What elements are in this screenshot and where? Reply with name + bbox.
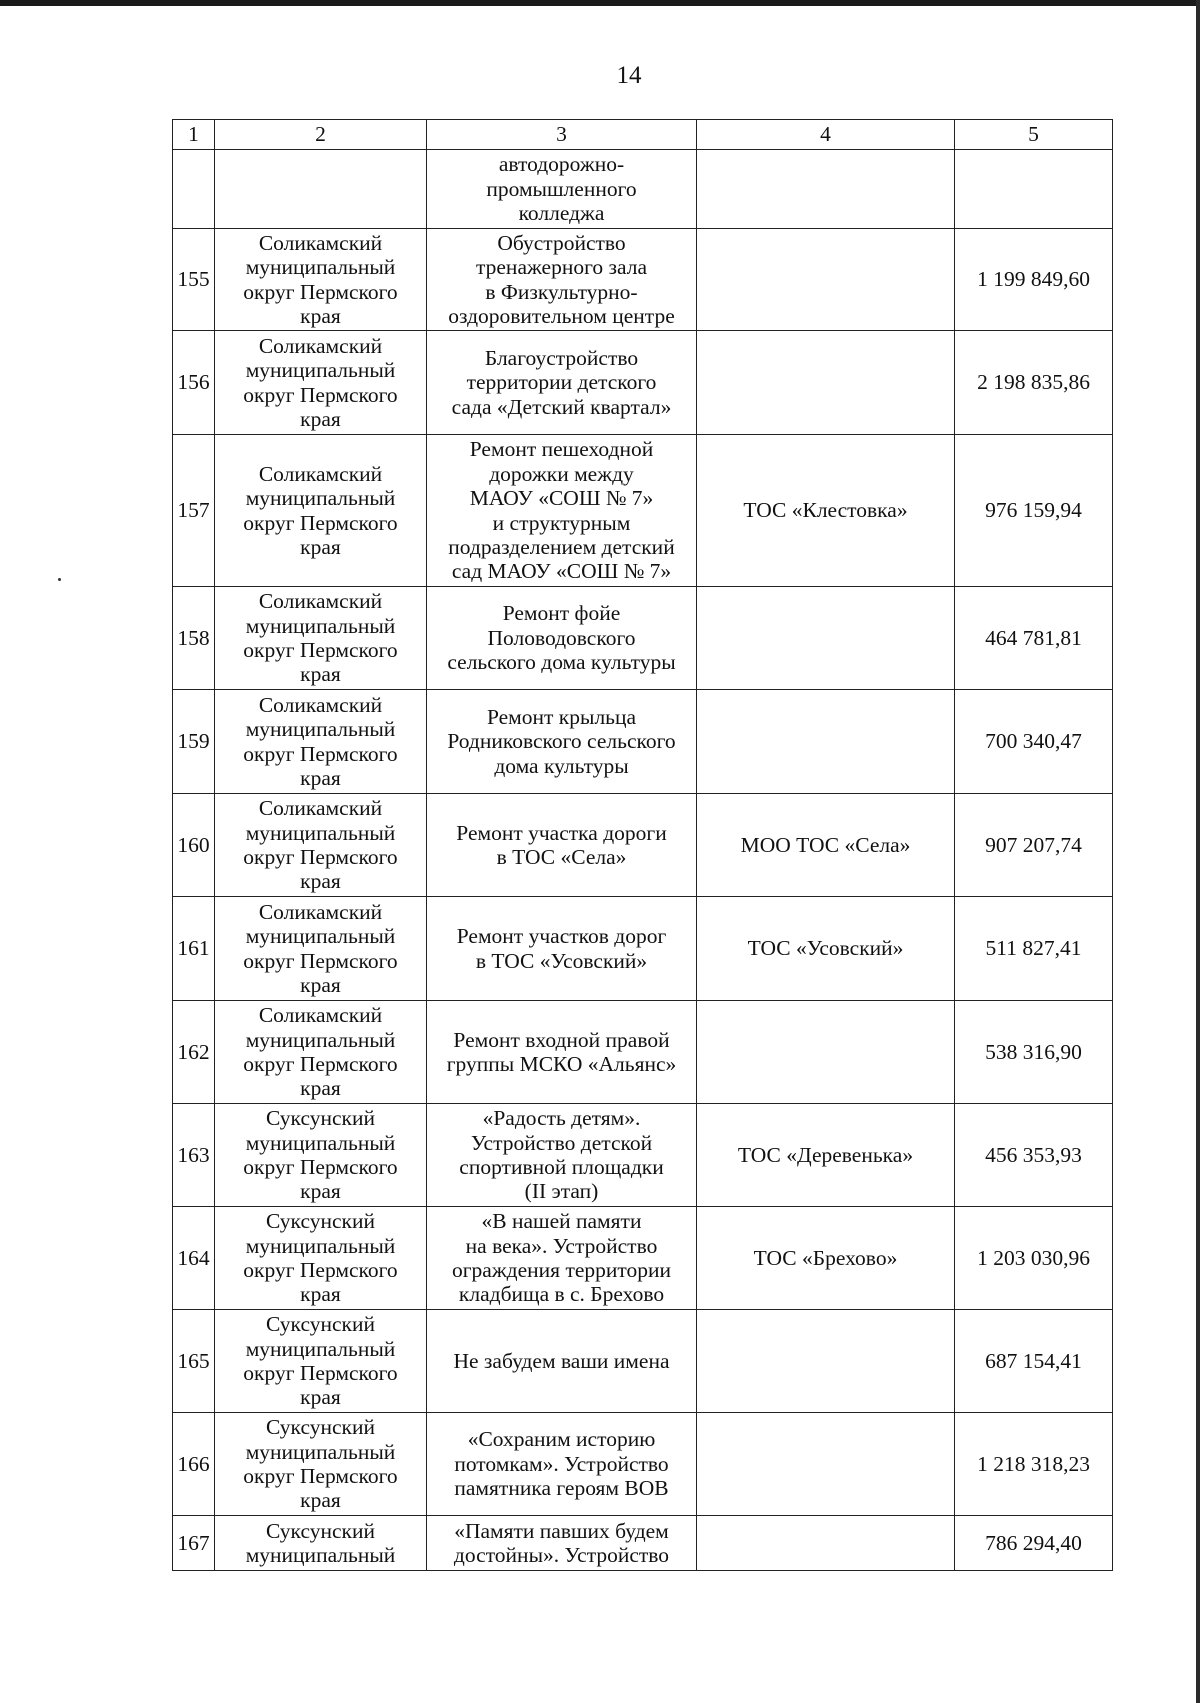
page-number: 14 [616, 62, 642, 89]
column-number-5: 5 [955, 120, 1113, 150]
table-row [173, 150, 1113, 229]
amount-cell: 700 340,47 [955, 690, 1113, 794]
initiator-cell [697, 1001, 955, 1104]
municipality-cell: Соликамский муниципальный округ Пермского края [215, 897, 427, 1001]
initiator-cell [697, 690, 955, 794]
row-number: 165 [173, 1310, 215, 1413]
row-number: 158 [173, 587, 215, 690]
project-cell: Ремонт пешеходной дорожки между МАОУ «СОШ № 7» и структурным подразделением детский сад МАОУ «СОШ № 7» [427, 435, 697, 587]
row-number [173, 150, 215, 229]
municipality-cell: Суксунский муниципальный округ Пермского края [215, 1104, 427, 1207]
column-number-3: 3 [427, 120, 697, 150]
row-number: 161 [173, 897, 215, 1001]
municipality-cell: Соликамский муниципальный округ Пермского края [215, 794, 427, 897]
initiator-cell: ТОС «Деревенька» [697, 1104, 955, 1207]
table-row [173, 1516, 1113, 1571]
project-cell: Ремонт участка дороги в ТОС «Села» [427, 794, 697, 897]
project-cell: Ремонт участков дорог в ТОС «Усовский» [427, 897, 697, 1001]
project-cell: «Радость детям». Устройство детской спортивной площадки (II этап) [427, 1104, 697, 1207]
row-number: 167 [173, 1516, 215, 1571]
project-cell: «Памяти павших будем достойны». Устройство [427, 1516, 697, 1571]
initiator-cell: ТОС «Клестовка» [697, 435, 955, 587]
amount-cell [955, 150, 1113, 229]
amount-cell: 538 316,90 [955, 1001, 1113, 1104]
table-row [173, 1001, 1113, 1104]
table-row [173, 897, 1113, 1001]
municipality-cell: Суксунский муниципальный [215, 1516, 427, 1571]
table-header-row [173, 120, 1113, 150]
row-number: 160 [173, 794, 215, 897]
table-row [173, 794, 1113, 897]
amount-cell: 1 203 030,96 [955, 1207, 1113, 1310]
municipality-cell [215, 150, 427, 229]
project-cell: Благоустройство территории детского сада «Детский квартал» [427, 331, 697, 435]
row-number: 164 [173, 1207, 215, 1310]
project-cell: Ремонт входной правой группы МСКО «Альянс» [427, 1001, 697, 1104]
row-number: 156 [173, 331, 215, 435]
row-number: 155 [173, 229, 215, 331]
municipality-cell: Соликамский муниципальный округ Пермского края [215, 435, 427, 587]
initiator-cell [697, 150, 955, 229]
row-number: 166 [173, 1413, 215, 1516]
column-number-4: 4 [697, 120, 955, 150]
table-row [173, 1207, 1113, 1310]
amount-cell: 1 199 849,60 [955, 229, 1113, 331]
amount-cell: 464 781,81 [955, 587, 1113, 690]
scan-top-edge [0, 0, 1200, 6]
municipality-cell: Суксунский муниципальный округ Пермского края [215, 1207, 427, 1310]
municipality-cell: Соликамский муниципальный округ Пермского края [215, 587, 427, 690]
initiator-cell [697, 1413, 955, 1516]
amount-cell: 687 154,41 [955, 1310, 1113, 1413]
project-cell: Не забудем ваши имена [427, 1310, 697, 1413]
row-number: 157 [173, 435, 215, 587]
amount-cell: 2 198 835,86 [955, 331, 1113, 435]
projects-table [172, 119, 1113, 1571]
table-row [173, 1310, 1113, 1413]
initiator-cell [697, 229, 955, 331]
amount-cell: 786 294,40 [955, 1516, 1113, 1571]
column-number-2: 2 [215, 120, 427, 150]
scan-right-edge [1196, 0, 1200, 1703]
project-cell: «Сохраним историю потомкам». Устройство памятника героям ВОВ [427, 1413, 697, 1516]
amount-cell: 976 159,94 [955, 435, 1113, 587]
initiator-cell: МОО ТОС «Села» [697, 794, 955, 897]
table-row [173, 435, 1113, 587]
table-row [173, 587, 1113, 690]
initiator-cell [697, 1310, 955, 1413]
column-number-1: 1 [173, 120, 215, 150]
initiator-cell [697, 1516, 955, 1571]
initiator-cell [697, 331, 955, 435]
amount-cell: 907 207,74 [955, 794, 1113, 897]
project-cell: «В нашей памяти на века». Устройство ограждения территории кладбища в с. Брехово [427, 1207, 697, 1310]
table-row [173, 1413, 1113, 1516]
table-row [173, 1104, 1113, 1207]
row-number: 163 [173, 1104, 215, 1207]
municipality-cell: Соликамский муниципальный округ Пермского края [215, 690, 427, 794]
initiator-cell: ТОС «Брехово» [697, 1207, 955, 1310]
project-cell: Ремонт фойе Половодовского сельского дома культуры [427, 587, 697, 690]
project-cell: Ремонт крыльца Родниковского сельского дома культуры [427, 690, 697, 794]
table-row [173, 229, 1113, 331]
table-row [173, 690, 1113, 794]
scan-speck [58, 578, 61, 581]
row-number: 162 [173, 1001, 215, 1104]
amount-cell: 1 218 318,23 [955, 1413, 1113, 1516]
municipality-cell: Соликамский муниципальный округ Пермского края [215, 331, 427, 435]
initiator-cell: ТОС «Усовский» [697, 897, 955, 1001]
municipality-cell: Суксунский муниципальный округ Пермского края [215, 1310, 427, 1413]
municipality-cell: Суксунский муниципальный округ Пермского края [215, 1413, 427, 1516]
row-number: 159 [173, 690, 215, 794]
amount-cell: 456 353,93 [955, 1104, 1113, 1207]
table-row [173, 331, 1113, 435]
municipality-cell: Соликамский муниципальный округ Пермского края [215, 1001, 427, 1104]
project-cell: Обустройство тренажерного зала в Физкультурно- оздоровительном центре [427, 229, 697, 331]
project-cell: автодорожно- промышленного колледжа [427, 150, 697, 229]
initiator-cell [697, 587, 955, 690]
municipality-cell: Соликамский муниципальный округ Пермского края [215, 229, 427, 331]
amount-cell: 511 827,41 [955, 897, 1113, 1001]
